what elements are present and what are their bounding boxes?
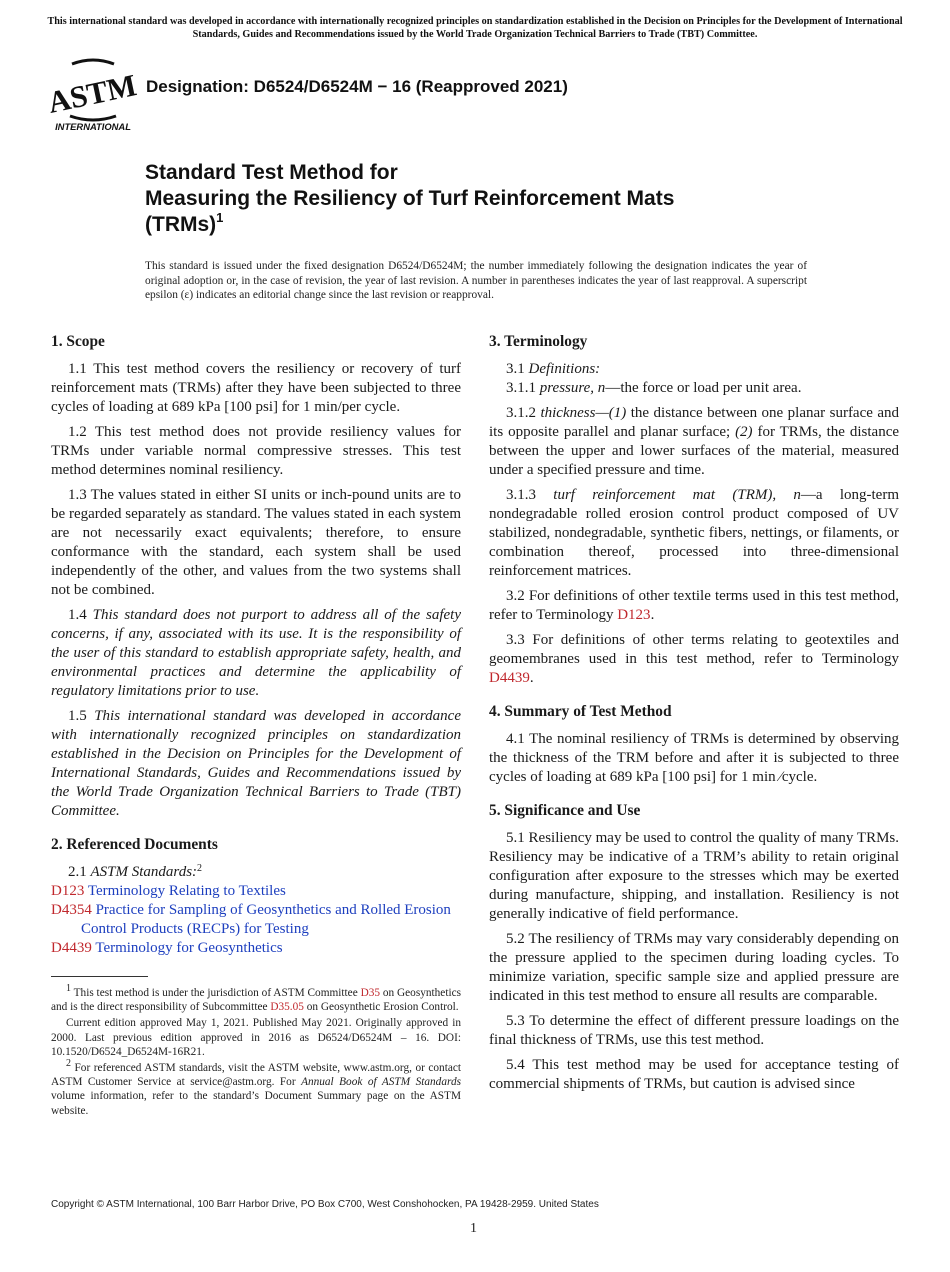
reference-item[interactable] xyxy=(51,882,461,901)
section-heading-summary: 4. Summary of Test Method xyxy=(489,703,672,720)
reference-title-link[interactable]: Terminology Relating to Textiles xyxy=(87,883,286,899)
title-line-2: Measuring the Resiliency of Turf Reinforcement Mats xyxy=(145,187,675,210)
astm-logo-icon xyxy=(44,58,140,132)
title-footnote-mark: 1 xyxy=(216,210,224,225)
para-3-1: 3.1 Definitions: xyxy=(506,361,601,377)
document-title xyxy=(145,160,865,238)
para-5-4: 5.4 This test method may be used for acceptance testing of commercial shipments of TRMs, but caution is advised since xyxy=(489,1057,899,1092)
section-heading-terminology: 3. Terminology xyxy=(489,333,588,350)
footnote-edition: Current edition approved May 1, 2021. Published May 2021. Originally approved in 2000. Last previous edition approved in 2016 as D6524/D6524M – 16. DOI: 10.1520/D6524_D6524M-16R21. xyxy=(51,1017,461,1058)
right-column xyxy=(489,330,899,1100)
section-heading-referenced-documents: 2. Referenced Documents xyxy=(51,836,218,853)
copyright-notice: Copyright © ASTM International, 100 Barr Harbor Drive, PO Box C700, West Conshohocken, PA 19428-2959. United States xyxy=(51,1199,599,1210)
footnotes xyxy=(51,983,462,1120)
para-5-2: 5.2 The resiliency of TRMs may vary considerably depending on the pressure applied to the specimen during loading cycles. To minimize variation, specific sample size and applied pressure are indicated in this test method to ensure all results are comparable. xyxy=(489,931,899,1004)
issuance-note: This standard is issued under the fixed designation D6524/D6524M; the number immediately following the designation indicates the year of original adoption or, in the case of revision, the year of last revision. A number in parentheses indicates the year of last reapproval. A superscript epsilon (ε) indicates an editorial change since the last revision or reapproval. xyxy=(145,260,807,301)
para-3-1-3: 3.1.3 turf reinforcement mat (TRM), n—a long-term nondegradable rolled erosion control product composed of UV stabilized, nondegradable, synthetic fibers, nettings, or filaments, or combination thereof, processed into three-dimensional reinforcement matrices. xyxy=(489,487,900,579)
para-1-2: 1.2 This test method does not provide resiliency values for TRMs under variable normal compressive stresses. This test method determines nominal resiliency. xyxy=(51,424,461,478)
footnote-divider xyxy=(51,976,148,977)
para-5-3: 5.3 To determine the effect of different pressure loadings on the final thickness of TRMs, use this test method. xyxy=(489,1013,899,1048)
committee-d35-link[interactable]: D35 xyxy=(360,987,381,999)
para-3-2: 3.2 For definitions of other textile terms used in this test method, refer to Terminology D123. xyxy=(489,588,899,623)
para-2-1: 2.1 ASTM Standards:$^2$ xyxy=(68,863,203,880)
para-5-1: 5.1 Resiliency may be used to control the quality of many TRMs. Resiliency may be indicative of a TRM’s ability to retain original configuration after exposure to the stresses which may be exerted during manufacture, shipping, and installation. Resiliency is not generally indicative of field performance. xyxy=(489,830,899,922)
logo-text: ASTM xyxy=(44,67,140,121)
footnote-1: $^1$ This test method is under the jurisdiction of ASTM Committee D35 on Geosynthetics and is the direct responsibility of Subcommittee D35.05 on Geosynthetic Erosion Control. xyxy=(51,983,462,1014)
para-1-1: 1.1 This test method covers the resiliency or recovery of turf reinforcement mats (TRMs) after they have been subjected to three cycles of loading at 689 kPa [100 psi] for 1 min/per cycle. xyxy=(51,361,461,415)
title-line-1: Standard Test Method for xyxy=(145,161,398,184)
para-3-1-2: 3.1.2 thickness—(1) the distance between one planar surface and its opposite parallel and planar surface; (2) for TRMs, the distance between the upper and lower surfaces of the material, measured under a specified pressure and time. xyxy=(489,405,900,478)
para-1-4: 1.4 This standard does not purport to address all of the safety concerns, if any, associated with its use. It is the responsibility of the user of this standard to establish appropriate safety, health, and environmental practices and determine the applicability of regulatory limitations prior to use. xyxy=(51,607,462,699)
footnote-2: $^2$ For referenced ASTM standards, visit the ASTM website, www.astm.org, or contact ASTM Customer Service at service@astm.org. For Annual Book of ASTM Standards volume information, refer to the standard’s Document Summary page on the ASTM website. xyxy=(51,1058,461,1117)
reference-item[interactable] xyxy=(51,901,461,939)
tbt-banner: This international standard was developed in accordance with internationally recognized principles on standardization established in the Decision on Principles for the Development of International Standards, Guides and Recommendations issued by the World Trade Organization Technical Barriers to Trade (TBT) Committee. xyxy=(47,16,903,40)
para-4-1: 4.1 The nominal resiliency of TRMs is determined by observing the thickness of the TRM before and after it is subjected to three cycles of loading at 689 kPa [100 psi] for 1 min ⁄cycle. xyxy=(489,731,899,785)
reference-code-link[interactable]: D123 xyxy=(51,883,85,899)
subcommittee-d35-05-link[interactable]: D35.05 xyxy=(270,1001,304,1014)
reference-code-link[interactable]: D4439 xyxy=(51,940,92,956)
logo-subtext: INTERNATIONAL xyxy=(55,121,131,132)
reference-list xyxy=(51,882,461,958)
reference-title-link[interactable]: Practice for Sampling of Geosynthetics and Rolled Erosion Control Products (RECPs) for Testing xyxy=(81,902,451,937)
section-heading-significance: 5. Significance and Use xyxy=(489,802,641,819)
designation: Designation: D6524/D6524M − 16 (Reapproved 2021) xyxy=(146,77,568,96)
para-3-1-1: 3.1.1 pressure, n—the force or load per unit area. xyxy=(506,380,802,396)
page-number: 1 xyxy=(470,1221,477,1236)
left-column xyxy=(51,330,461,958)
d4439-link[interactable]: D4439 xyxy=(489,670,530,686)
reference-title-link[interactable]: Terminology for Geosynthetics xyxy=(95,940,283,956)
reference-item[interactable] xyxy=(51,939,461,958)
title-line-3: (TRMs)$^1$ xyxy=(145,210,224,236)
d123-link[interactable]: D123 xyxy=(617,607,651,623)
para-1-5: 1.5 This international standard was developed in accordance with internationally recognized principles on standardization established in the Decision on Principles for the Development of International Standards, Guides and Recommendations issued by the World Trade Organization Technical Barriers to Trade (TBT) Committee. xyxy=(51,708,461,819)
reference-code-link[interactable]: D4354 xyxy=(51,902,92,918)
para-3-3: 3.3 For definitions of other terms relating to geotextiles and geomembranes used in this test method, refer to Terminology D4439. xyxy=(489,632,899,686)
para-1-3: 1.3 The values stated in either SI units or inch-pound units are to be regarded separately as standard. The values stated in each system are not necessarily exact equivalents; therefore, to ensure conformance with the standard, each system shall be used independently of the other, and values from the two systems shall not be combined. xyxy=(51,487,461,598)
section-heading-scope: 1. Scope xyxy=(51,333,105,350)
